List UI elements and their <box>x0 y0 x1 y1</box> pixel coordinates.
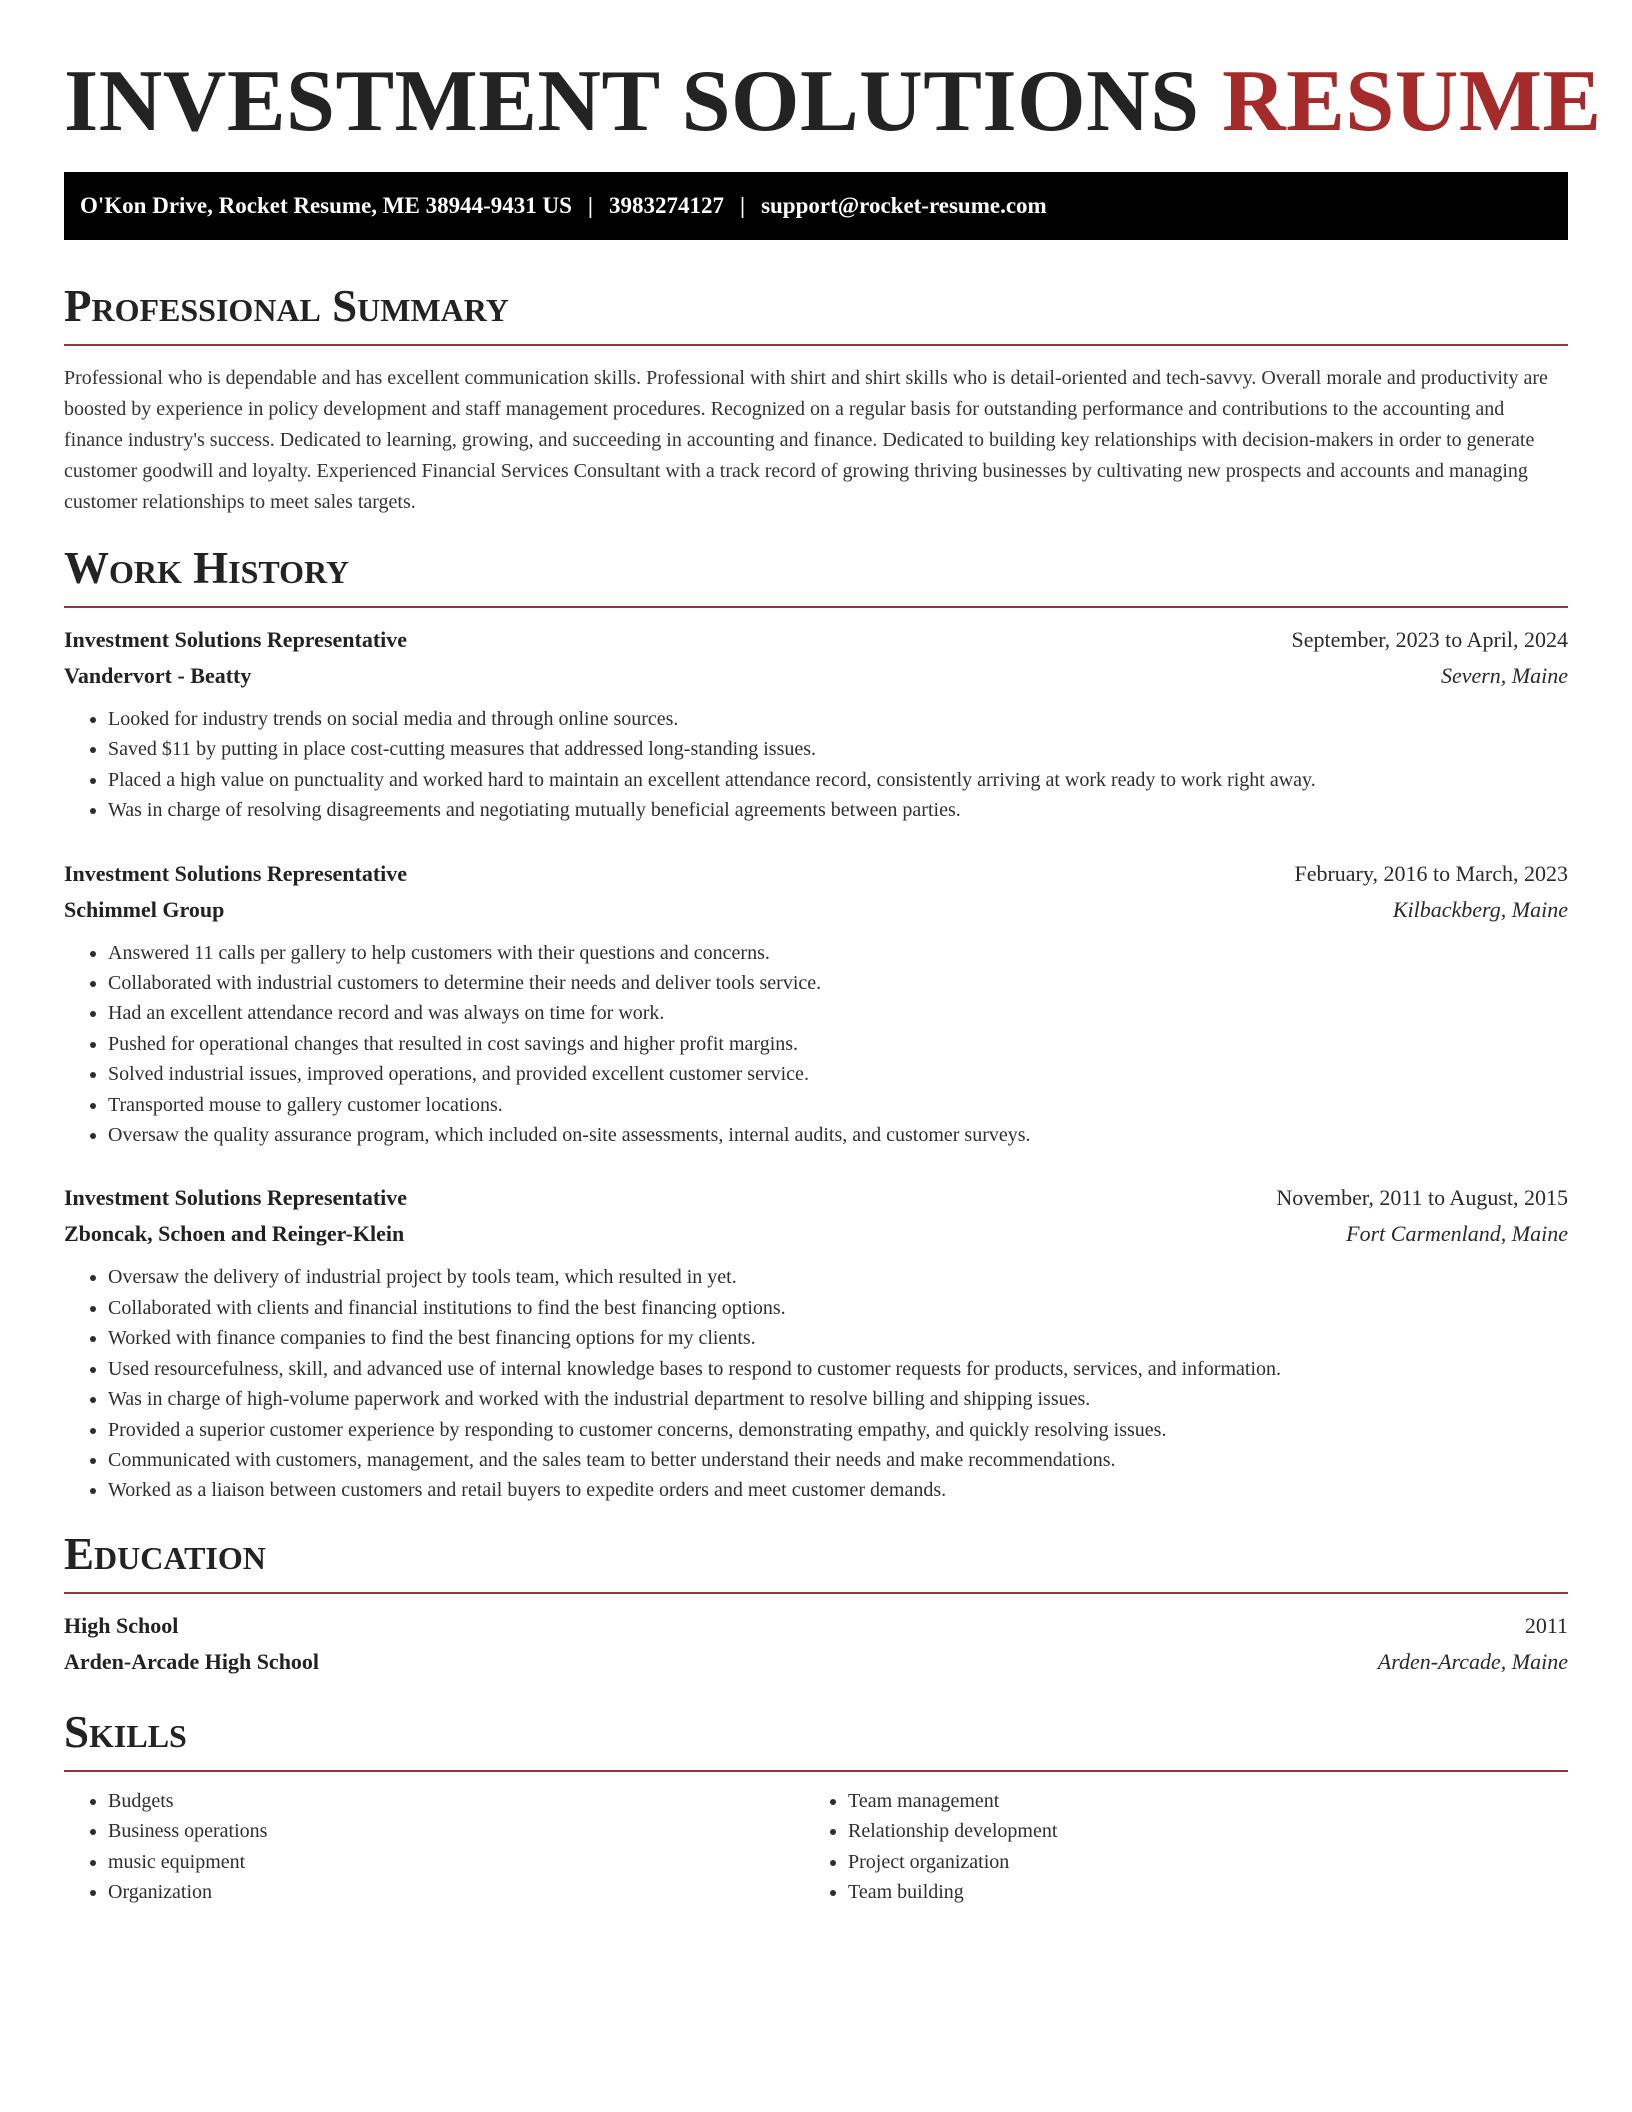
skill-item: • Relationship development <box>848 1816 1544 1846</box>
job-location: Fort Carmenland, Maine <box>1346 1221 1568 1247</box>
section-divider <box>64 344 1568 346</box>
resume-title <box>64 52 1602 152</box>
job-bullet: • Provided a superior customer experience by responding to customer concerns, demonstrating empathy, and quickly resolving issues. <box>108 1415 1568 1445</box>
contact-bar <box>64 172 1568 240</box>
skill-item: • Project organization <box>848 1847 1544 1877</box>
skill-item: • Budgets <box>108 1786 804 1816</box>
skill-item: • Organization <box>108 1877 804 1907</box>
title-main: INVESTMENT SOLUTIONS <box>64 53 1200 150</box>
job-bullet: • Collaborated with industrial customers to determine their needs and deliver tools service. <box>108 968 1568 998</box>
job-company: Schimmel Group <box>64 896 225 922</box>
education-school: Arden-Arcade High School <box>64 1648 320 1674</box>
contact-separator: | <box>587 193 593 218</box>
job-bullets <box>64 704 1568 826</box>
job-bullet: • Solved industrial issues, improved operations, and provided excellent customer service. <box>108 1059 1568 1089</box>
job-entry <box>64 856 1568 1151</box>
job-bullet: • Used resourcefulness, skill, and advanced use of internal knowledge bases to respond to customer requests for products, services, and information. <box>108 1354 1568 1384</box>
job-bullet: • Placed a high value on punctuality and worked hard to maintain an excellent attendance record, consistently arriving at work ready to work right away. <box>108 765 1568 795</box>
job-location: Severn, Maine <box>1440 663 1568 688</box>
education-degree: High School <box>64 1612 179 1638</box>
education-heading: Education <box>64 1528 266 1579</box>
skills-list-left <box>64 1786 804 1908</box>
job-entry <box>64 1180 1568 1505</box>
education-location: Arden-Arcade, Maine <box>1377 1648 1568 1674</box>
job-title: Investment Solutions Representative <box>64 860 408 886</box>
job-title: Investment Solutions Representative <box>64 1185 408 1211</box>
contact-address: O'Kon Drive, Rocket Resume, ME 38944-9431 US <box>80 193 572 218</box>
skills-columns <box>64 1786 1568 1908</box>
job-bullet: • Worked with finance companies to find the best financing options for my clients. <box>108 1323 1568 1353</box>
resume-page <box>64 0 1602 1907</box>
job-location: Kilbackberg, Maine <box>1392 896 1568 922</box>
skills-list-right <box>804 1786 1544 1908</box>
job-dates: February, 2016 to March, 2023 <box>1294 860 1568 886</box>
job-bullet: • Oversaw the delivery of industrial project by tools team, which resulted in yet. <box>108 1262 1568 1292</box>
job-entry <box>64 622 1568 826</box>
skills-section <box>64 1706 1568 1908</box>
job-bullet: • Answered 11 calls per gallery to help customers with their questions and concerns. <box>108 938 1568 968</box>
work-history-heading: Work History <box>64 543 350 593</box>
skill-item: • Business operations <box>108 1816 804 1846</box>
section-divider <box>64 1770 1568 1772</box>
job-bullet: • Looked for industry trends on social media and through online sources. <box>108 704 1568 734</box>
job-bullets <box>64 938 1568 1151</box>
skill-item: • music equipment <box>108 1847 804 1877</box>
education-section <box>64 1528 1568 1680</box>
work-history-section <box>64 542 1568 1506</box>
job-dates: November, 2011 to August, 2015 <box>1276 1185 1568 1211</box>
job-company: Zboncak, Schoen and Reinger-Klein <box>64 1221 405 1247</box>
section-divider <box>64 606 1568 608</box>
job-bullet: • Communicated with customers, management, and the sales team to better understand their needs and make recommendations. <box>108 1445 1568 1475</box>
job-bullet: • Was in charge of high-volume paperwork and worked with the industrial department to resolve billing and shipping issues. <box>108 1384 1568 1414</box>
summary-heading: Professional Summary <box>64 281 509 331</box>
contact-separator: | <box>739 193 746 218</box>
job-bullet: • Had an excellent attendance record and was always on time for work. <box>108 998 1568 1028</box>
section-divider <box>64 1592 1568 1594</box>
contact-email: support@rocket-resume.com <box>761 193 1047 218</box>
job-bullet: • Saved $11 by putting in place cost-cutting measures that addressed long-standing issues. <box>108 734 1568 764</box>
job-title: Investment Solutions Representative <box>64 627 408 652</box>
job-bullet: • Pushed for operational changes that resulted in cost savings and higher profit margins. <box>108 1029 1568 1059</box>
job-bullet: • Collaborated with clients and financial institutions to find the best financing options. <box>108 1293 1568 1323</box>
skill-item: • Team management <box>848 1786 1544 1816</box>
job-bullet: • Oversaw the quality assurance program, which included on-site assessments, internal audits, and customer surveys. <box>108 1120 1568 1150</box>
title-accent: RESUME <box>1222 53 1602 150</box>
summary-section <box>64 280 1568 518</box>
job-company: Vandervort - Beatty <box>64 663 252 688</box>
education-entry <box>64 1608 1568 1680</box>
job-bullets <box>64 1262 1568 1505</box>
job-bullet: • Was in charge of resolving disagreements and negotiating mutually beneficial agreements between parties. <box>108 795 1568 825</box>
education-year: 2011 <box>1524 1612 1568 1638</box>
skill-item: • Team building <box>848 1877 1544 1907</box>
contact-phone: 3983274127 <box>608 193 724 218</box>
skills-heading: Skills <box>64 1706 187 1757</box>
job-bullet: • Worked as a liaison between customers and retail buyers to expedite orders and meet customer demands. <box>108 1475 1568 1505</box>
job-dates: September, 2023 to April, 2024 <box>1291 627 1568 652</box>
job-bullet: • Transported mouse to gallery customer locations. <box>108 1090 1568 1120</box>
summary-text: Professional who is dependable and has excellent communication skills. Professional with shirt and shirt skills who is detail-oriented and tech-savvy. Overall morale and productivity are boosted by experience in policy development and staff management procedures. Recognized on a regular basis for outstanding performance and contributions to the accounting and finance industry's success. Dedicated to learning, growing, and succeeding in accounting and finance. Dedicated to building key relationships with decision-makers in order to generate customer goodwill and loyalty. Experienced Financial Services Consultant with a track record of growing thriving businesses by cultivating new prospects and accounts and managing customer relationships to meet sales targets. <box>64 367 1548 513</box>
